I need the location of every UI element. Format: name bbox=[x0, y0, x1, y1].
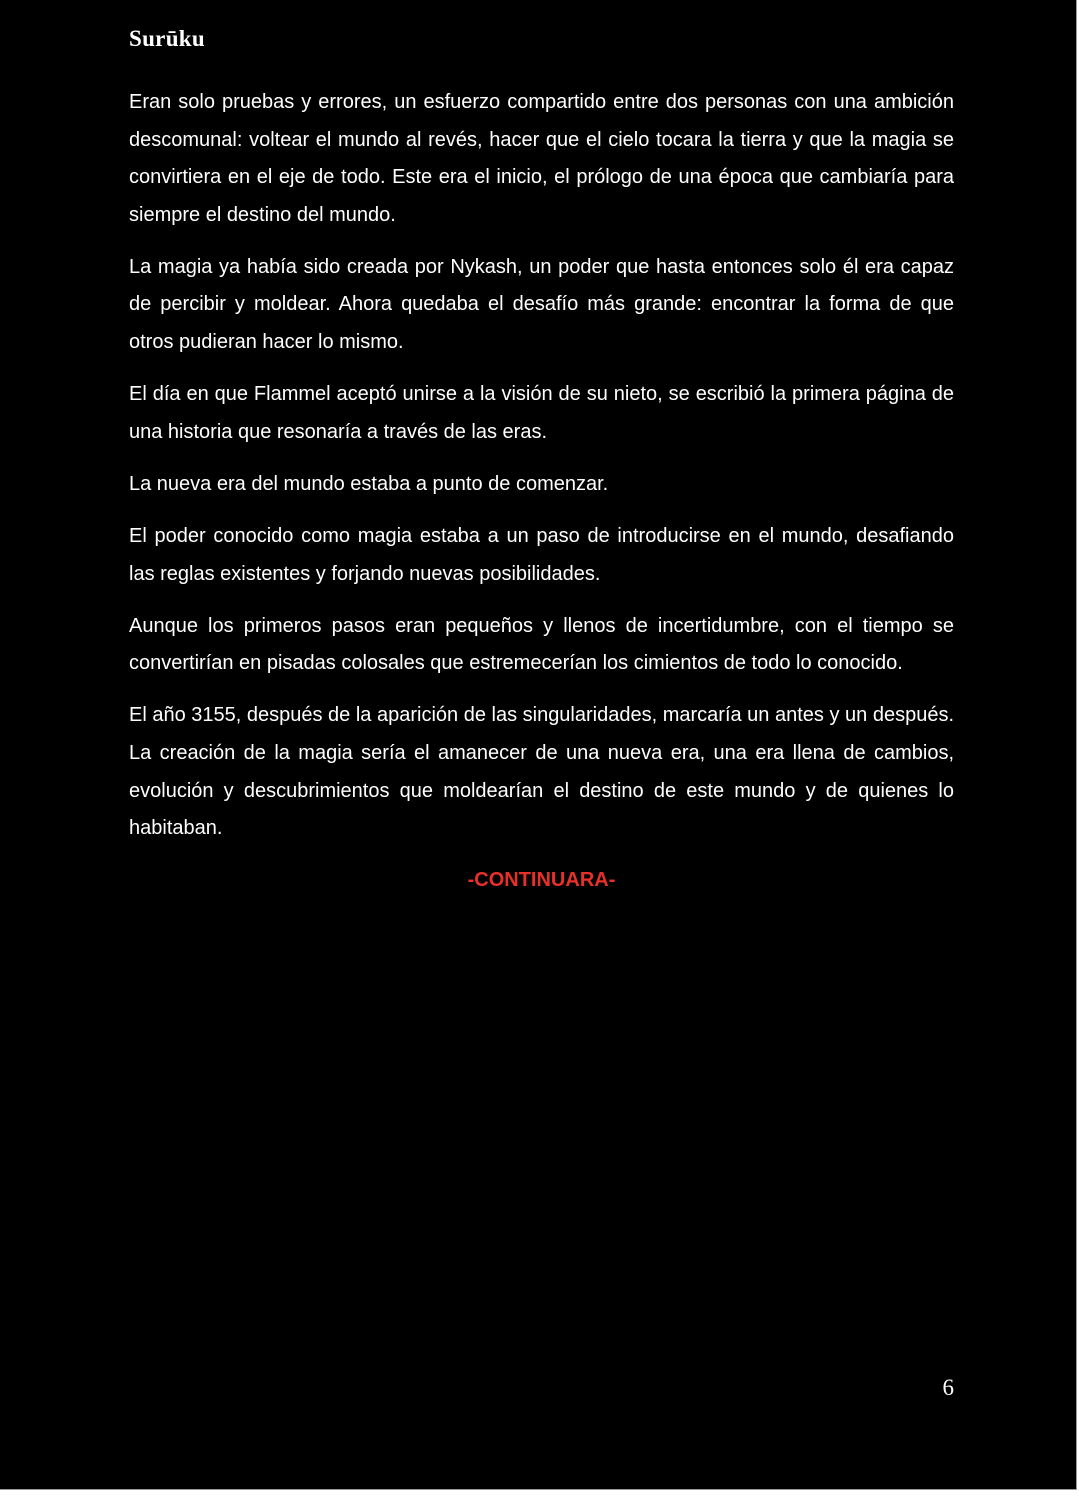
continue-label: -CONTINUARA- bbox=[467, 869, 616, 892]
paragraph-5: El poder conocido como magia estaba a un paso de introducirse en el mundo, desafiando las reglas existentes y forjando nuevas posibilidades. bbox=[129, 524, 954, 585]
paragraph-1: Eran solo pruebas y errores, un esfuerzo compartido entre dos personas con una ambición descomunal: voltear el mundo al revés, hacer que el cielo tocara la tierra y que la magia se convirtiera en el eje de todo. Este era el inicio, el prólogo de una época que cambiaría para siempre el destino del mundo. bbox=[129, 91, 954, 226]
paragraph-4: La nueva era del mundo estaba a punto de comenzar. bbox=[129, 472, 609, 495]
paragraph-2: La magia ya había sido creada por Nykash, un poder que hasta entonces solo él era capaz de percibir y moldear. Ahora quedaba el desafío más grande: encontrar la forma de que otros pudieran hacer lo mismo. bbox=[129, 255, 954, 354]
paragraph-3: El día en que Flammel aceptó unirse a la visión de su nieto, se escribió la primera página de una historia que resonaría a través de las eras. bbox=[129, 383, 954, 443]
page-number: 6 bbox=[942, 1375, 954, 1400]
paragraph-7: El año 3155, después de la aparición de las singularidades, marcaría un antes y un después. La creación de la magia sería el amanecer de una nueva era, una era llena de cambios, evolución y descubrimientos que moldearían el destino de este mundo y de quienes lo habitaban. bbox=[129, 704, 954, 840]
body-text bbox=[129, 84, 954, 914]
paragraph-6: Aunque los primeros pasos eran pequeños y llenos de incertidumbre, con el tiempo se convertirían en pisadas colosales que estremecerían los cimientos de todo lo conocido. bbox=[129, 614, 954, 675]
running-header-title: Surūku bbox=[129, 26, 205, 51]
